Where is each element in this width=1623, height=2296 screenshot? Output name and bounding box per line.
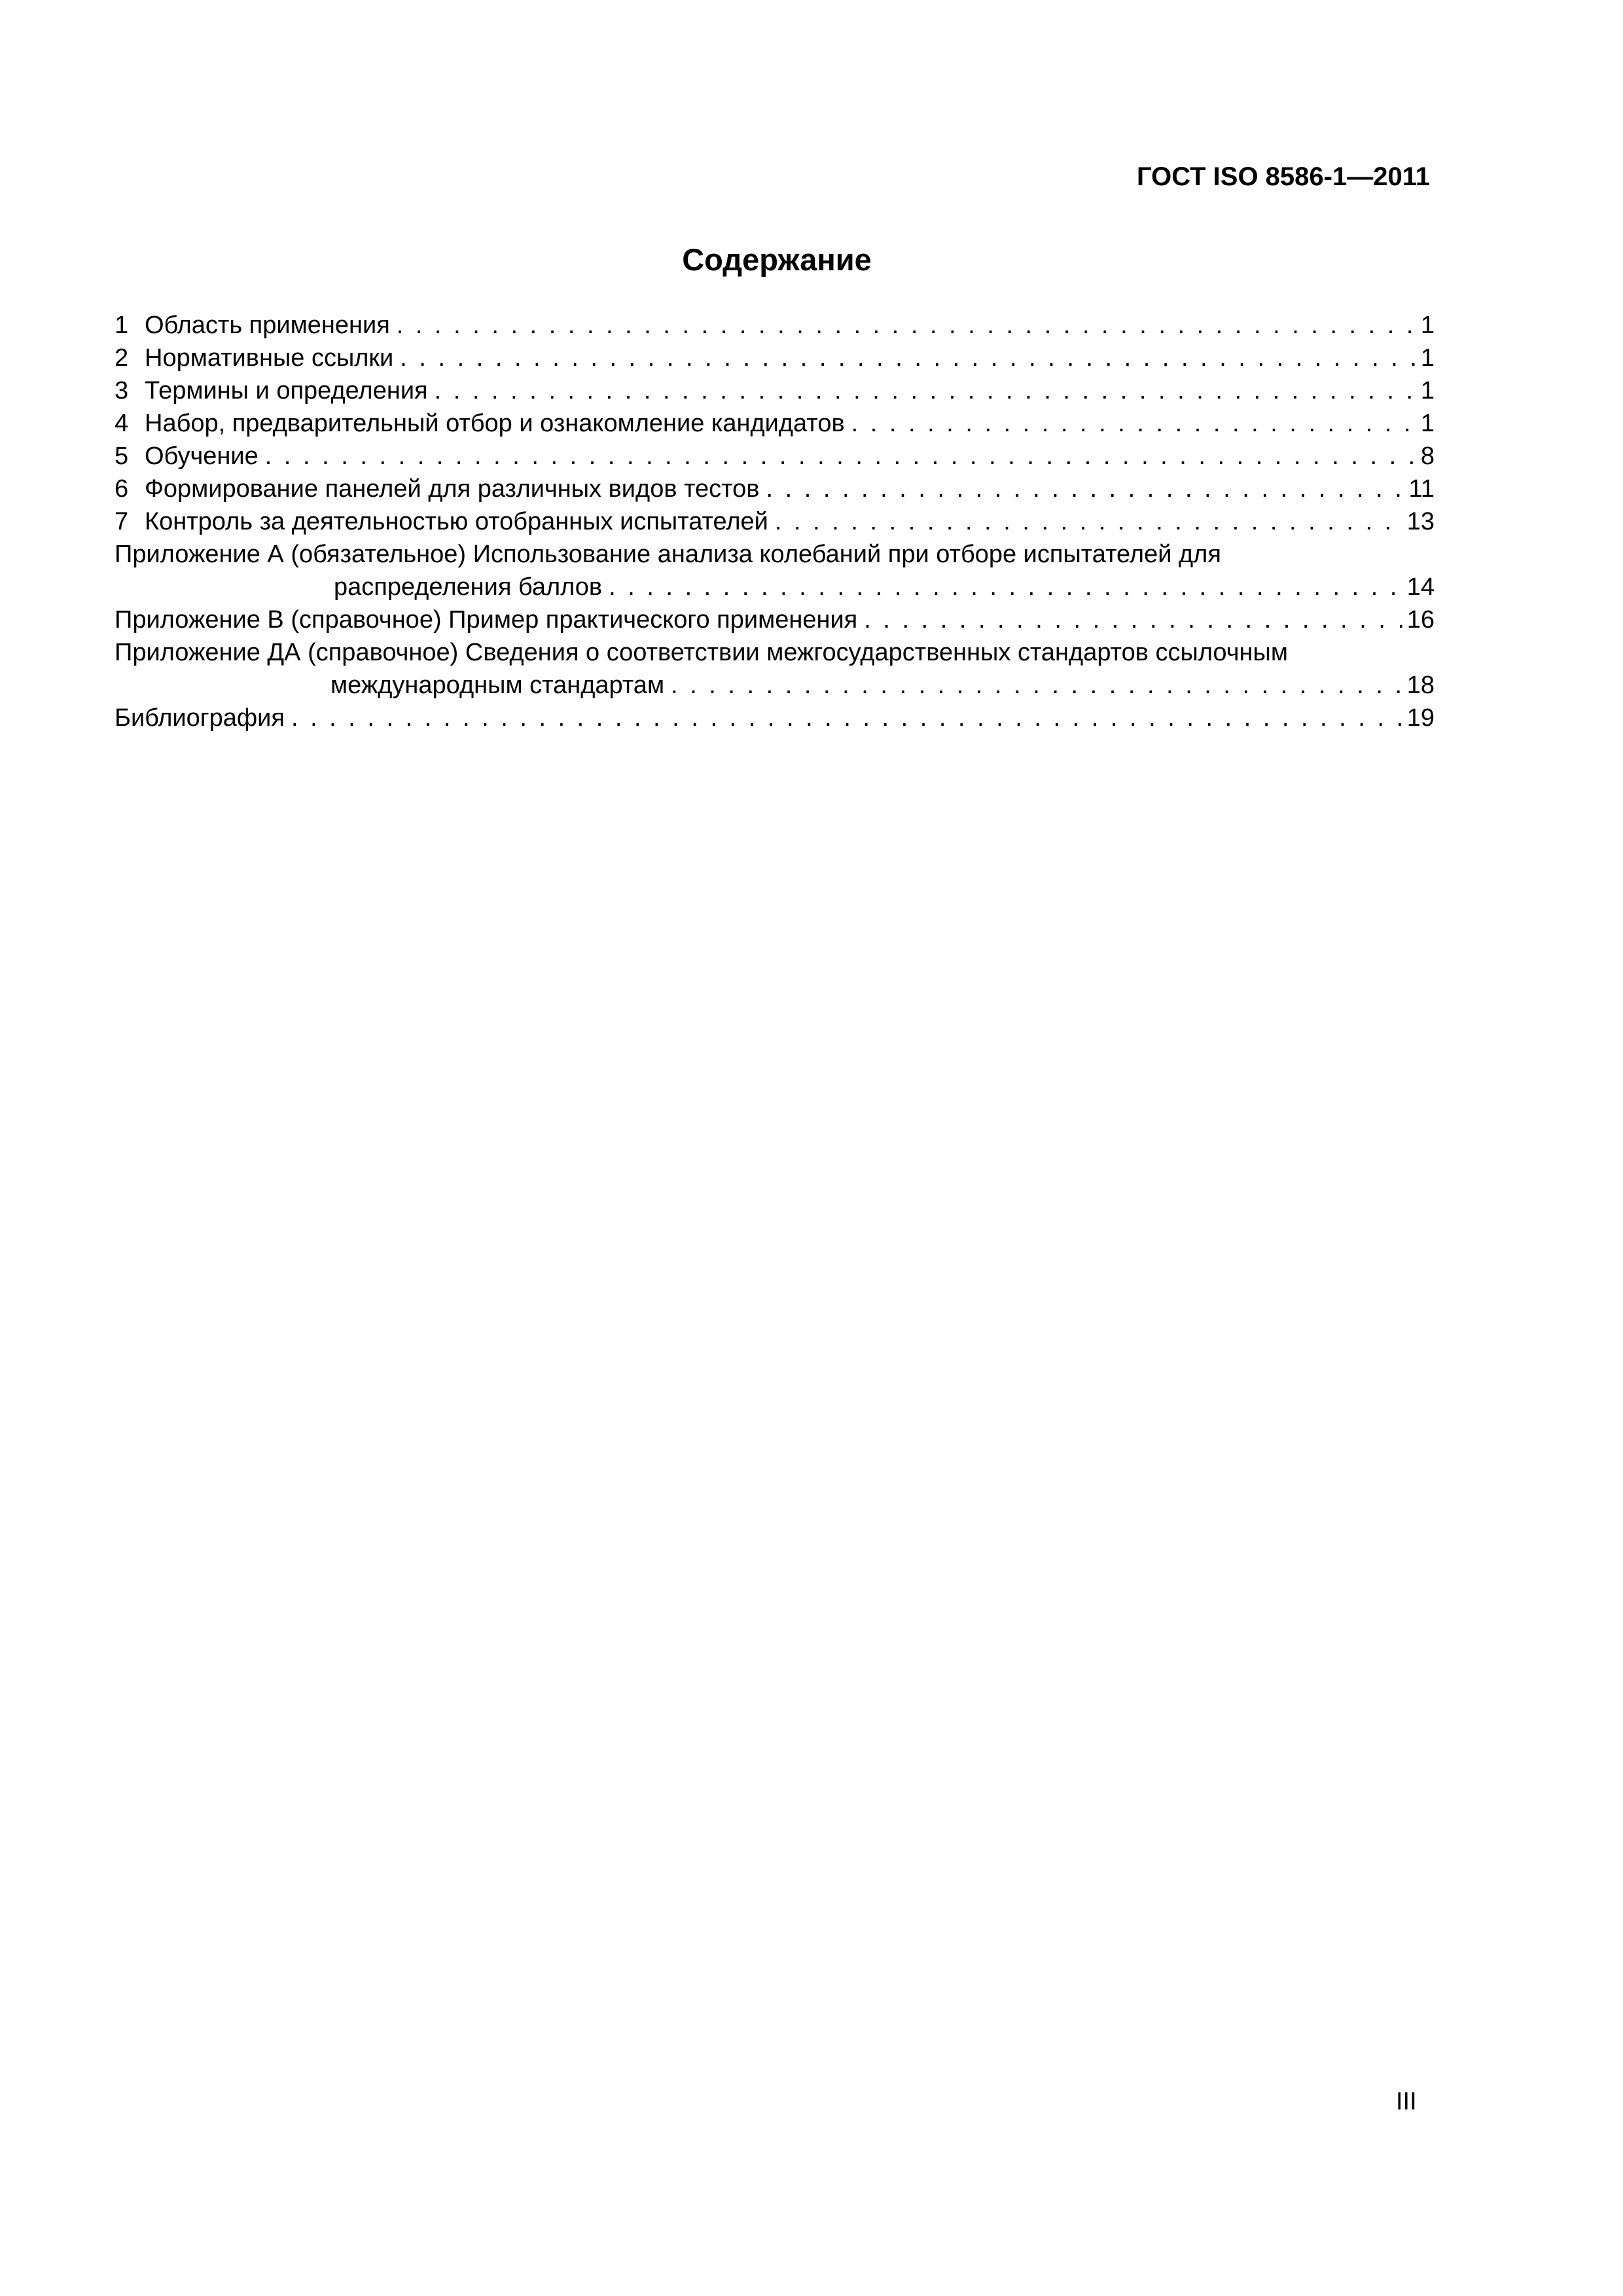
toc-entry-bibliography[interactable] bbox=[115, 702, 1435, 734]
toc-entry-terms[interactable] bbox=[115, 374, 1435, 407]
dot-leader bbox=[851, 407, 1416, 440]
toc-entry-page: 1 bbox=[1420, 312, 1435, 339]
dot-leader bbox=[775, 505, 1403, 538]
toc-entry-text: Приложение А (обязательное) Использование анализа колебаний при отборе испытателей для bbox=[115, 541, 1221, 568]
dot-leader bbox=[265, 440, 1416, 473]
toc-entry-page: 16 bbox=[1406, 606, 1435, 634]
toc-entry-text: Приложение В (справочное) Пример практического применения bbox=[115, 606, 858, 634]
toc-entry-number: 2 bbox=[115, 344, 129, 372]
toc-entry-text-continuation: распределения баллов bbox=[334, 573, 603, 601]
toc-entry-page: 8 bbox=[1420, 442, 1435, 470]
toc-entry-normative-references[interactable] bbox=[115, 342, 1435, 374]
dot-leader bbox=[766, 473, 1404, 505]
toc-entry-training[interactable] bbox=[115, 440, 1435, 473]
toc-entry-page: 1 bbox=[1420, 410, 1435, 437]
toc-entry-text: Область применения bbox=[145, 312, 390, 339]
toc-entry-number: 1 bbox=[115, 312, 129, 339]
toc-entry-text: Нормативные ссылки bbox=[145, 344, 394, 372]
dot-leader bbox=[864, 603, 1402, 636]
toc-entry-appendix-b[interactable] bbox=[115, 603, 1435, 636]
dot-leader bbox=[671, 669, 1403, 702]
toc-entry-text: Формирование панелей для различных видов тестов bbox=[145, 475, 760, 503]
toc-entry-page: 18 bbox=[1406, 672, 1435, 699]
toc-entry-page: 13 bbox=[1406, 508, 1435, 535]
toc-entry-scope[interactable] bbox=[115, 309, 1435, 342]
table-of-contents bbox=[115, 309, 1435, 734]
toc-title: Содержание bbox=[682, 242, 872, 277]
toc-entry-page: 19 bbox=[1406, 704, 1435, 732]
page-number: III bbox=[1396, 2088, 1417, 2115]
standard-designation: ГОСТ ISO 8586-1—2011 bbox=[1136, 162, 1430, 191]
dot-leader bbox=[291, 702, 1403, 734]
toc-entry-page: 1 bbox=[1420, 377, 1435, 404]
toc-entry-text: Приложение ДА (справочное) Сведения о соответствии межгосударственных стандартов ссылочным bbox=[115, 639, 1288, 666]
toc-entry-page: 1 bbox=[1420, 344, 1435, 372]
toc-entry-appendix-da[interactable] bbox=[115, 636, 1435, 702]
toc-entry-monitoring[interactable] bbox=[115, 505, 1435, 538]
toc-entry-number: 5 bbox=[115, 442, 129, 470]
toc-entry-number: 4 bbox=[115, 410, 129, 437]
toc-entry-number: 3 bbox=[115, 377, 129, 404]
dot-leader bbox=[435, 374, 1416, 407]
toc-entry-page: 14 bbox=[1406, 573, 1435, 601]
toc-entry-text: Набор, предварительный отбор и ознакомление кандидатов bbox=[145, 410, 845, 437]
toc-entry-panel-formation[interactable] bbox=[115, 473, 1435, 505]
toc-entry-appendix-a[interactable] bbox=[115, 538, 1435, 603]
toc-entry-text: Термины и определения bbox=[145, 377, 428, 404]
toc-entry-recruitment[interactable] bbox=[115, 407, 1435, 440]
toc-entry-text: Библиография bbox=[115, 704, 285, 732]
toc-entry-text: Контроль за деятельностью отобранных испытателей bbox=[145, 508, 768, 535]
toc-entry-number: 6 bbox=[115, 475, 129, 503]
dot-leader bbox=[400, 342, 1416, 374]
toc-entry-number: 7 bbox=[115, 508, 129, 535]
dot-leader bbox=[609, 571, 1403, 603]
toc-entry-page: 11 bbox=[1408, 475, 1435, 503]
toc-entry-text: Обучение bbox=[145, 442, 259, 470]
dot-leader bbox=[397, 309, 1416, 342]
toc-entry-text-continuation: международным стандартам bbox=[330, 672, 665, 699]
